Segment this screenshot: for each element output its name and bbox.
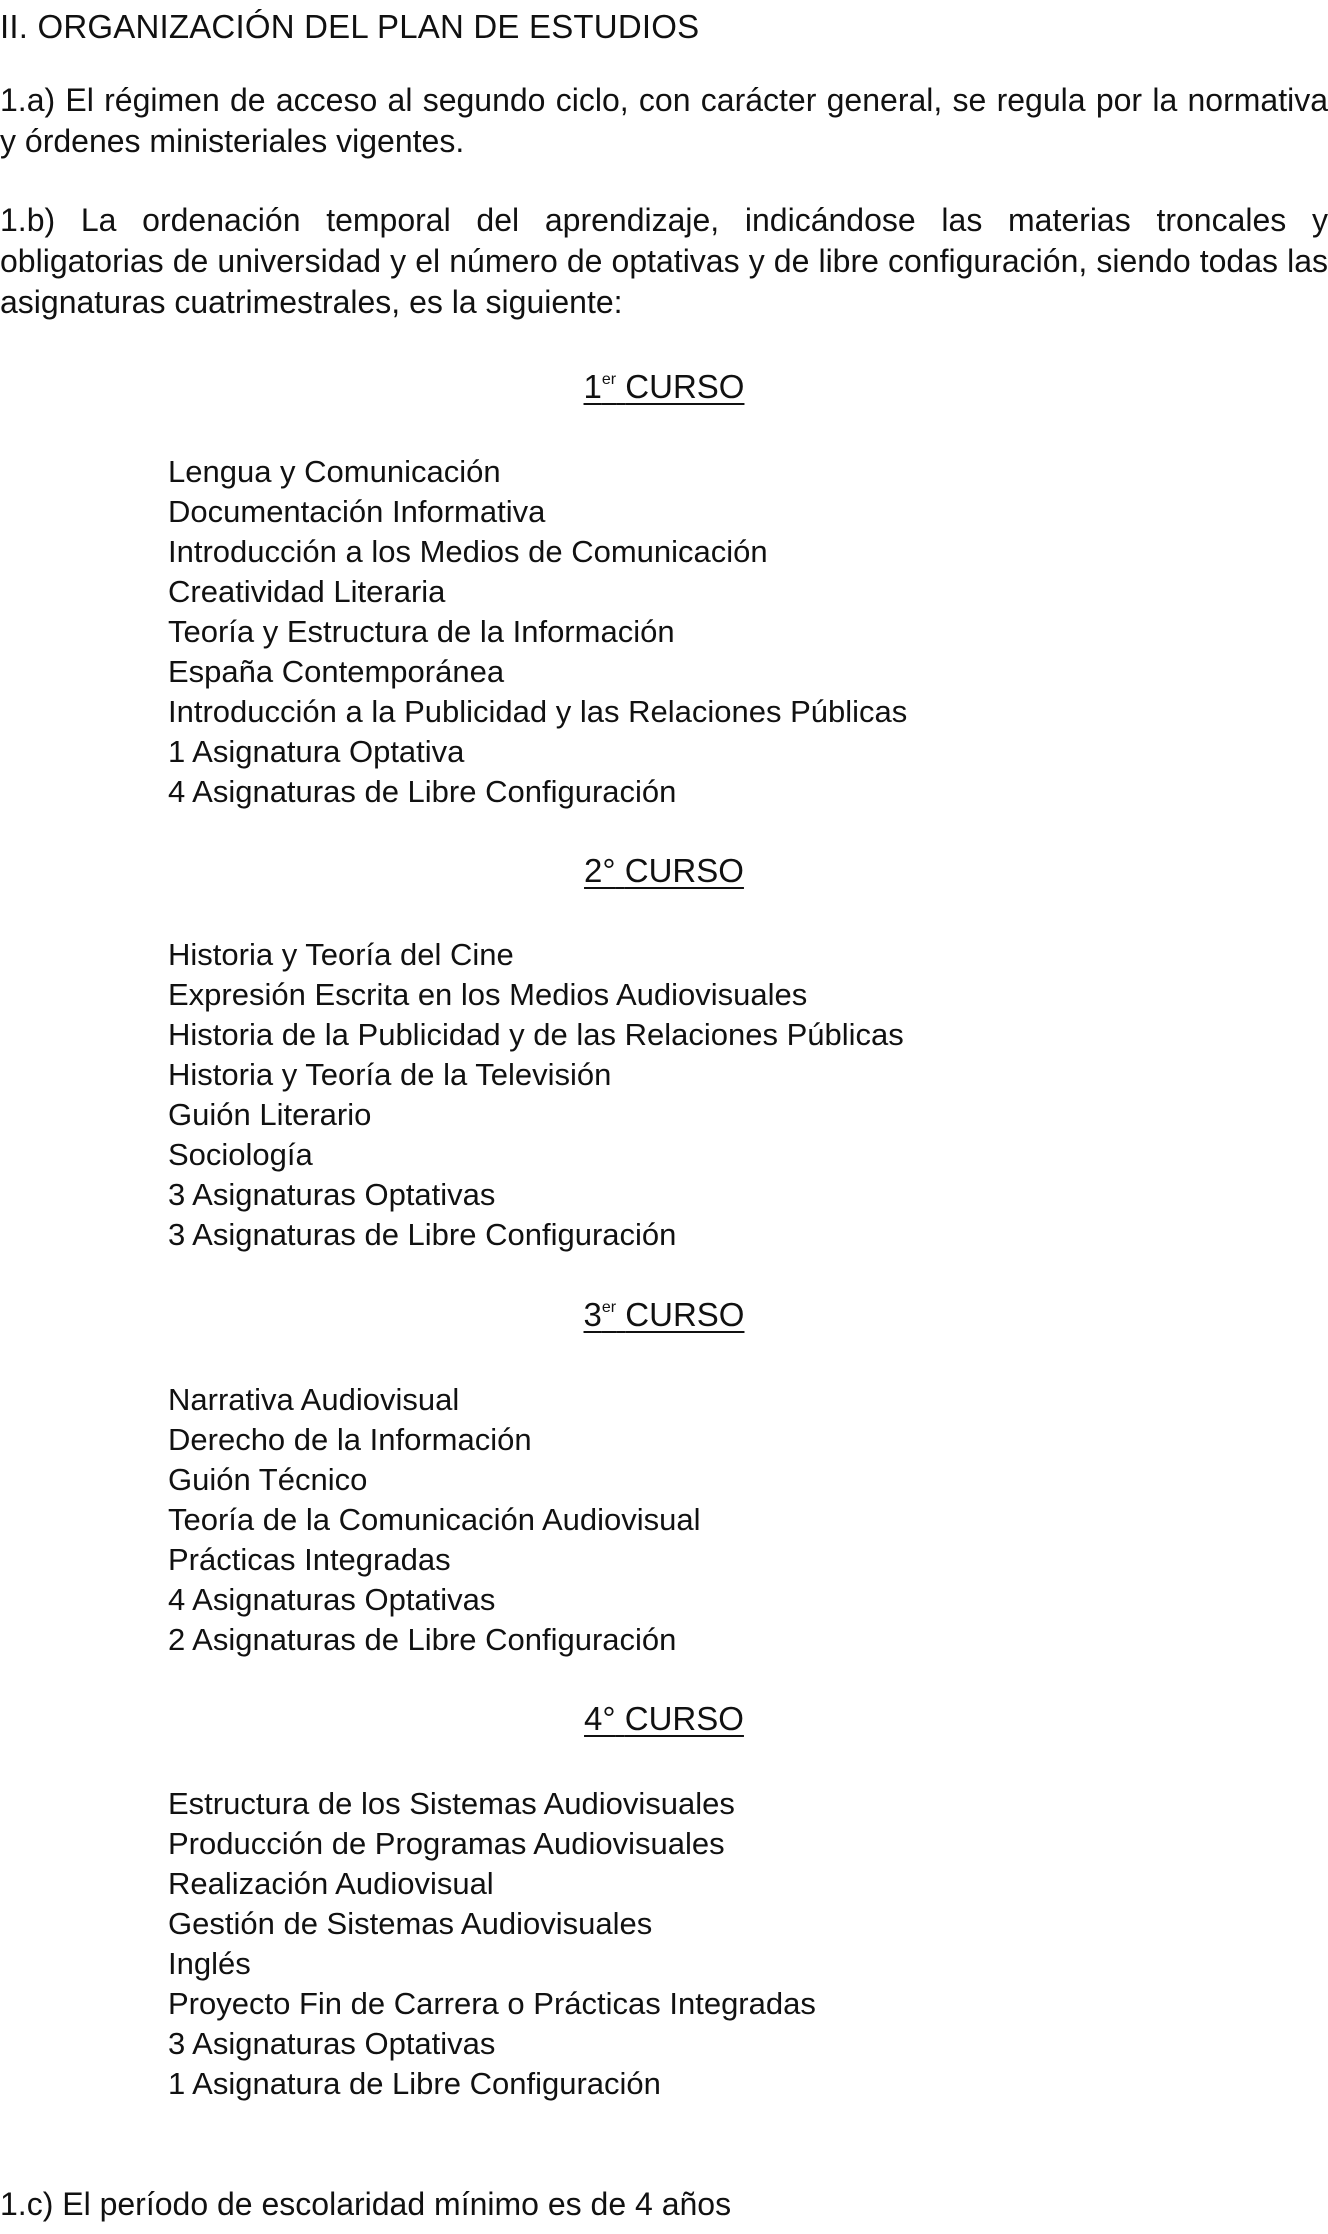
list-item: Introducción a la Publicidad y las Relaciones Públicas xyxy=(168,694,908,729)
list-item: 2 Asignaturas de Libre Configuración xyxy=(168,1622,677,1657)
list-item: Teoría de la Comunicación Audiovisual xyxy=(168,1502,701,1537)
list-item: Proyecto Fin de Carrera o Prácticas Integradas xyxy=(168,1986,816,2021)
list-item: Historia de la Publicidad y de las Relaciones Públicas xyxy=(168,1017,904,1052)
list-item: Gestión de Sistemas Audiovisuales xyxy=(168,1906,653,1941)
list-item: España Contemporánea xyxy=(168,654,505,689)
course-1-number: 1 xyxy=(583,368,602,405)
list-item: Expresión Escrita en los Medios Audiovisuales xyxy=(168,977,808,1012)
list-item: Realización Audiovisual xyxy=(168,1866,494,1901)
list-item: Creatividad Literaria xyxy=(168,574,446,609)
list-item: Derecho de la Información xyxy=(168,1422,532,1457)
course-3-label: CURSO xyxy=(625,1296,745,1333)
list-item: Introducción a los Medios de Comunicación xyxy=(168,534,768,569)
list-item: 3 Asignaturas de Libre Configuración xyxy=(168,1217,677,1252)
course-4-subject-list xyxy=(168,1784,816,2104)
course-1-ordinal: er xyxy=(601,371,617,388)
list-item: Producción de Programas Audiovisuales xyxy=(168,1826,725,1861)
list-item: Historia y Teoría de la Televisión xyxy=(168,1057,612,1092)
list-item: Narrativa Audiovisual xyxy=(168,1382,460,1417)
list-item: Historia y Teoría del Cine xyxy=(168,937,514,972)
list-item: Lengua y Comunicación xyxy=(168,454,501,489)
list-item: 3 Asignaturas Optativas xyxy=(168,1177,496,1212)
list-item: Guión Técnico xyxy=(168,1462,368,1497)
course-1-label: CURSO xyxy=(625,368,745,405)
course-3-ordinal: er xyxy=(601,1299,617,1316)
list-item: 4 Asignaturas de Libre Configuración xyxy=(168,774,677,809)
paragraph-1a: 1.a) El régimen de acceso al segundo ciclo, con carácter general, se regula por la normativa y órdenes ministeriales vigentes. xyxy=(0,82,1328,159)
list-item: Prácticas Integradas xyxy=(168,1542,451,1577)
list-item: Inglés xyxy=(168,1946,251,1981)
list-item: 3 Asignaturas Optativas xyxy=(168,2026,496,2061)
course-1-subject-list xyxy=(168,452,907,812)
course-3-number: 3 xyxy=(583,1296,602,1333)
course-2-title xyxy=(0,852,1328,890)
course-2-label: CURSO xyxy=(624,852,744,889)
list-item: 1 Asignatura Optativa xyxy=(168,734,465,769)
list-item: Estructura de los Sistemas Audiovisuales xyxy=(168,1786,735,1821)
course-3-title xyxy=(0,1296,1328,1334)
list-item: Guión Literario xyxy=(168,1097,372,1132)
list-item: 4 Asignaturas Optativas xyxy=(168,1582,496,1617)
list-item: Sociología xyxy=(168,1137,313,1172)
paragraph-1b: 1.b) La ordenación temporal del aprendizaje, indicándose las materias troncales y obligatorias de universidad y el número de optativas y de libre configuración, siendo todas las asignaturas cuatrimestrales, es la siguiente: xyxy=(0,202,1328,320)
list-item: Teoría y Estructura de la Información xyxy=(168,614,675,649)
section-heading: II. ORGANIZACIÓN DEL PLAN DE ESTUDIOS xyxy=(0,8,700,45)
course-4-label: CURSO xyxy=(624,1700,744,1737)
course-2-subject-list xyxy=(168,935,904,1255)
course-2-number: 2° xyxy=(584,852,616,889)
paragraph-1c: 1.c) El período de escolaridad mínimo es de 4 años xyxy=(0,2186,732,2222)
course-1-title xyxy=(0,368,1328,406)
course-4-title xyxy=(0,1700,1328,1738)
course-4-number: 4° xyxy=(584,1700,616,1737)
course-3-subject-list xyxy=(168,1380,700,1660)
list-item: Documentación Informativa xyxy=(168,494,546,529)
list-item: 1 Asignatura de Libre Configuración xyxy=(168,2066,661,2101)
